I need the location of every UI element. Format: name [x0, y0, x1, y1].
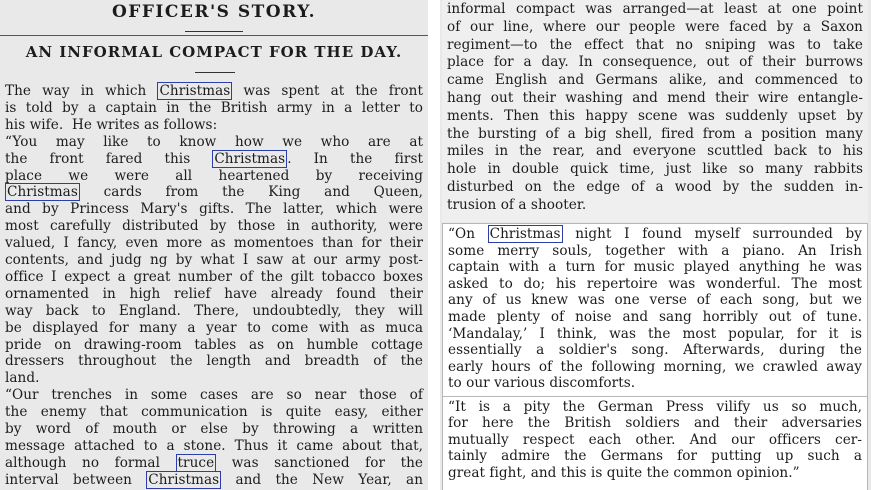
article-headline: OFFICER'S STORY.	[111, 2, 317, 22]
text-run: some merry souls, together with a piano. An Irish	[448, 242, 862, 259]
text-line	[5, 455, 423, 471]
article-clip-2[interactable]	[442, 223, 868, 397]
text-line	[442, 54, 868, 70]
text-run: great fight, and this is quite the common opinion.”	[448, 464, 800, 481]
text-run: was spent at the front	[232, 83, 423, 99]
text-line	[5, 421, 423, 437]
text-line	[5, 438, 423, 454]
text-line	[443, 415, 867, 431]
text-run: ments. Then this happy scene was suddenly upset by	[447, 107, 863, 124]
text-run: valued, I fancy, even more as momentoes than for their	[5, 235, 423, 252]
text-run: his wife. He writes as follows:	[5, 116, 218, 133]
text-run: captain with a turn for music played anything he was	[448, 259, 862, 276]
text-line	[442, 19, 868, 35]
text-run: ornamented in high relief have already found their	[5, 285, 423, 302]
text-run: message attached to a stone. Thus it came about that,	[5, 437, 423, 454]
text-line	[443, 448, 867, 464]
left-column	[0, 0, 428, 490]
search-hit-highlight[interactable]: Christmas	[214, 150, 286, 167]
text-line	[5, 235, 423, 251]
text-line	[442, 179, 868, 195]
text-run: disturbed on the edge of a wood by the sudden in-	[447, 179, 863, 195]
search-hit-highlight[interactable]: Christmas	[7, 184, 78, 201]
text-run: and the New Year, an	[221, 471, 424, 488]
article-subheadline: AN INFORMAL COMPACT FOR THE DAY.	[25, 43, 403, 61]
text-run: interval between	[5, 471, 147, 488]
subhead-rule	[195, 72, 235, 73]
text-line	[443, 465, 867, 481]
top-rule	[0, 35, 428, 36]
text-run: “You may like to know how we who are at	[5, 133, 423, 150]
text-run: to our various discomforts.	[448, 375, 636, 392]
text-run: was sanctioned for the	[216, 454, 423, 471]
text-line	[5, 337, 423, 353]
text-run: pride on drawing-room tables as on humble cottage	[5, 336, 423, 353]
text-run: place we were all heartened by receiving	[5, 167, 423, 184]
text-run: asked to do; his repertoire was wonderful. The most	[448, 275, 862, 292]
text-run: . In the first	[287, 150, 424, 167]
text-run: for here the British soldiers and their adversaries	[448, 415, 862, 432]
text-run: regiment—to the effect that no sniping was to take	[447, 36, 863, 53]
text-line	[5, 252, 423, 268]
text-line	[443, 359, 867, 375]
text-line	[443, 326, 867, 342]
text-run: is told by a captain in the British army in a letter to	[5, 99, 423, 116]
text-run: early hours of the following morning, we crawled away	[448, 358, 862, 375]
text-line	[443, 399, 867, 415]
text-run: any of us knew was one verse of each song, but we	[448, 292, 862, 309]
text-line	[5, 184, 423, 200]
text-run: be displayed for many a year to come with as muca	[5, 319, 423, 336]
text-line	[442, 1, 868, 17]
column-divider	[428, 0, 440, 490]
text-run: night I found myself surrounded by	[562, 226, 863, 242]
text-line	[5, 201, 423, 217]
text-line	[443, 342, 867, 358]
text-line	[5, 117, 423, 133]
text-run: trusion of a shooter.	[447, 196, 587, 213]
text-run: “On	[448, 226, 488, 242]
text-run: ‘Mandalay,’ I think, was the most popular, for it is	[448, 325, 862, 342]
text-line	[443, 243, 867, 259]
text-line	[5, 83, 423, 99]
text-line	[442, 197, 868, 213]
headline-rule	[185, 31, 243, 32]
text-run: hang out their washing and mend their wire entangle-	[447, 90, 863, 106]
text-run: tainly admire the Germans for putting up such a	[448, 448, 862, 465]
search-hit-highlight[interactable]: Christmas	[148, 471, 220, 488]
search-hit-highlight[interactable]: Christmas	[159, 83, 231, 99]
text-run: by word of mouth or else by throwing a written	[5, 421, 423, 437]
text-run: although no formal	[5, 454, 176, 471]
text-run: the front fared this	[5, 150, 213, 167]
text-line	[5, 168, 423, 184]
text-run: “Our trenches in some cases are so near those of	[5, 387, 423, 404]
text-line	[443, 375, 867, 391]
text-line	[443, 276, 867, 292]
text-line	[442, 37, 868, 53]
left-article-body	[5, 80, 423, 490]
text-line	[442, 126, 868, 142]
text-run: the bursting of a big shell, fired from a position many	[447, 125, 863, 142]
text-line	[5, 320, 423, 336]
text-line	[5, 353, 423, 369]
search-hit-highlight[interactable]: Christmas	[489, 226, 561, 242]
text-run: most carefully distributed by those in authority, were	[5, 218, 423, 235]
text-line	[442, 72, 868, 88]
text-line	[5, 370, 423, 386]
text-line	[5, 404, 423, 420]
text-run: office I expect a great number of the gilt tobacco boxes	[5, 268, 423, 285]
article-clip-1[interactable]	[442, 0, 868, 222]
text-run: informal compact was arranged—at least at one point	[447, 1, 863, 17]
text-run: mutually respect each other. And our officers cer-	[448, 431, 862, 448]
search-hit-highlight[interactable]: truce	[177, 454, 215, 471]
text-run: cards from the King and Queen,	[79, 184, 423, 201]
text-run: essentially a soldier's song. Afterwards, during the	[448, 342, 862, 359]
text-line	[5, 218, 423, 234]
text-line	[442, 108, 868, 124]
text-run: “It is a pity the German Press vilify us so much,	[448, 399, 862, 415]
text-line	[442, 161, 868, 177]
text-run: dressers throughout the length and breadth of the	[5, 353, 423, 370]
text-run: of our line, where our people were faced by a Saxon	[447, 18, 863, 35]
text-line	[443, 226, 867, 242]
text-line	[5, 100, 423, 116]
text-line	[5, 134, 423, 150]
text-run: the enemy that communication is quite easy, either	[5, 404, 423, 421]
text-run: came English and Germans alike, and commenced to	[447, 72, 863, 89]
text-run: The way in which	[5, 83, 158, 99]
text-line	[443, 259, 867, 275]
text-line	[5, 472, 423, 488]
text-line	[5, 151, 423, 167]
text-run: contents, and judg ng by what I saw at our army post-	[5, 252, 423, 268]
text-run: and by Princess Mary's gifts. The latter, which were	[5, 201, 423, 218]
text-run: hole in double quick time, just like so many rabbits	[447, 161, 863, 178]
text-line	[5, 286, 423, 302]
text-line	[443, 309, 867, 325]
text-line	[442, 143, 868, 159]
right-column	[440, 0, 871, 490]
text-run: way back to England. There, undoubtedly, they will	[5, 302, 423, 319]
text-run: miles in the rear, and everyone scuttled back to his	[447, 143, 863, 160]
text-run: land.	[5, 370, 40, 387]
text-run: place for a day. In consequence, out of their burrows	[447, 54, 863, 71]
text-line	[442, 90, 868, 106]
text-line	[5, 387, 423, 403]
text-run: made plenty of noise and sang horribly out of tune.	[448, 309, 862, 325]
text-line	[5, 303, 423, 319]
article-clip-3[interactable]	[442, 396, 868, 490]
text-line	[443, 432, 867, 448]
text-line	[5, 269, 423, 285]
text-line	[443, 292, 867, 308]
